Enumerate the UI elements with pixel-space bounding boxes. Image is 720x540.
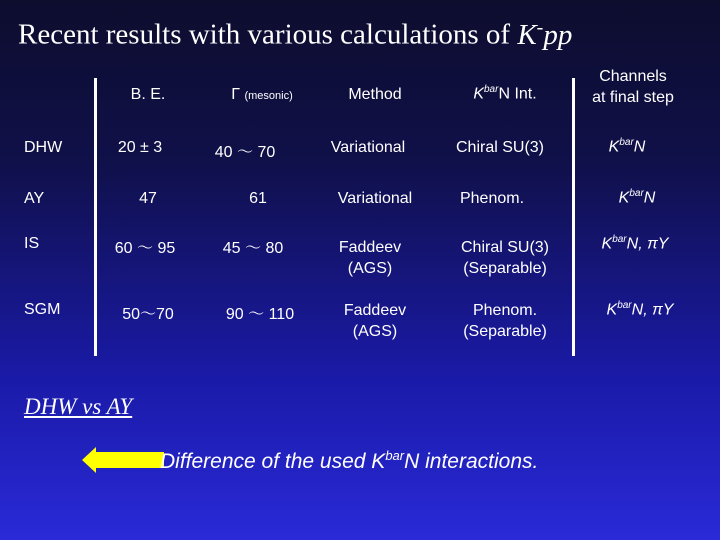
table-cell: Faddeev (AGS) bbox=[338, 239, 402, 277]
table-cell: 40 ～ 70 bbox=[214, 144, 276, 161]
comparison-text: Difference of the used $K^{bar}N$ interactions. bbox=[160, 448, 539, 473]
table-cell: 90 ～ 110 bbox=[225, 306, 295, 323]
comparison-heading: DHW vs AY bbox=[24, 394, 133, 419]
table-cell: 47 bbox=[139, 190, 157, 207]
row-label-sgm: SGM bbox=[24, 301, 61, 318]
header-method: Method bbox=[348, 86, 402, 103]
header-interaction: $K^{bar}N$ Int. bbox=[473, 84, 537, 103]
table-cell: $K^{bar}N$ bbox=[618, 188, 656, 207]
table-cell: 20 ± 3 bbox=[117, 139, 163, 156]
table-cell: Variational bbox=[330, 139, 406, 156]
table-cell: $K^{bar}N$ bbox=[608, 137, 646, 156]
slide-title: Recent results with various calculations of K-pp bbox=[18, 16, 573, 51]
table-cell: 45 ～ 80 bbox=[222, 240, 284, 257]
header-binding-energy: B. E. bbox=[130, 86, 166, 103]
table-divider-left bbox=[94, 78, 97, 356]
row-label-ay: AY bbox=[24, 190, 45, 207]
table-cell: 60 ～ 95 bbox=[114, 240, 176, 257]
table-cell: Chiral SU(3) bbox=[455, 139, 544, 156]
table-cell: Phenom. (Separable) bbox=[463, 302, 547, 340]
left-arrow-icon bbox=[82, 447, 164, 473]
table-cell: Faddeev (AGS) bbox=[343, 302, 407, 340]
table-cell: Variational bbox=[337, 190, 413, 207]
row-label-is: IS bbox=[24, 235, 40, 252]
table-cell: 61 bbox=[249, 190, 267, 207]
table-cell: Phenom. bbox=[459, 190, 525, 207]
row-label-dhw: DHW bbox=[24, 139, 63, 156]
particle-name: K-pp bbox=[517, 16, 573, 51]
header-channels: Channels at final step bbox=[592, 68, 674, 106]
header-width: Γ (mesonic) bbox=[231, 86, 293, 103]
table-cell: 50～70 bbox=[122, 306, 174, 323]
table-divider-right bbox=[572, 78, 575, 356]
table-cell: $K^{bar}N$, πY bbox=[606, 300, 674, 319]
table-cell: $K^{bar}N$, πY bbox=[601, 234, 669, 253]
table-cell: Chiral SU(3) (Separable) bbox=[460, 239, 549, 277]
